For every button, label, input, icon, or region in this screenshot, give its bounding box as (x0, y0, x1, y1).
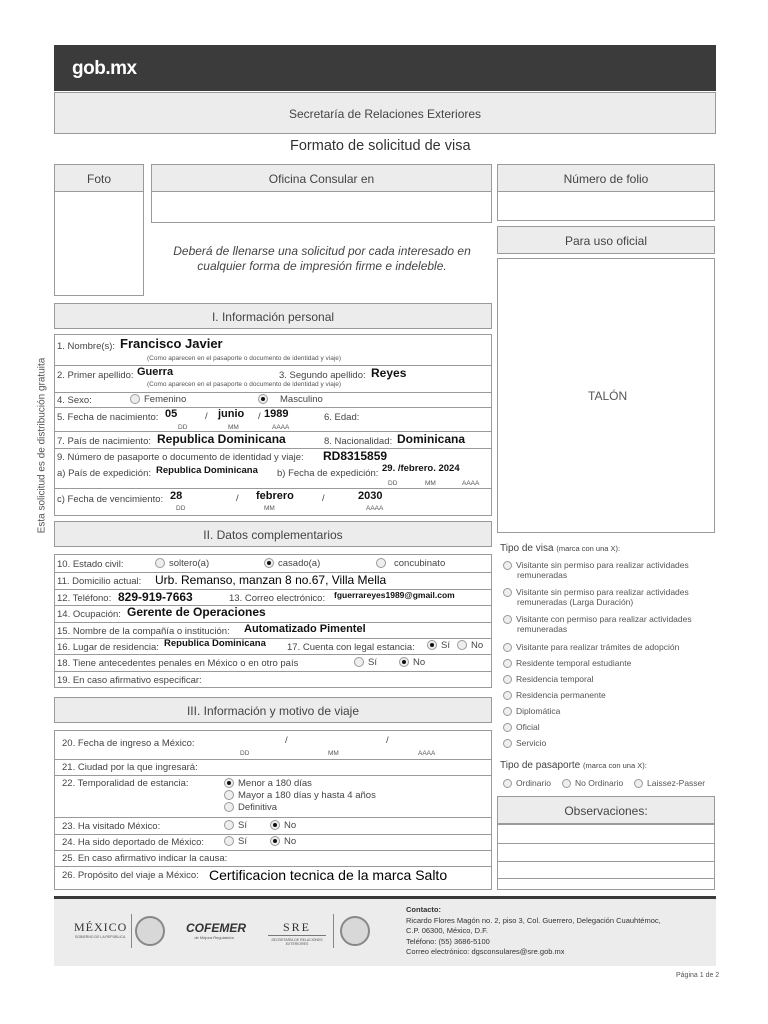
row-divider (54, 850, 492, 851)
section2-title: II. Datos complementarios (54, 521, 492, 547)
deportado-label: 24. Ha sido deportado de México: (62, 837, 205, 848)
hint-mm: MM (425, 480, 436, 487)
nacimiento-dd[interactable]: 05 (165, 408, 178, 420)
civil-soltero-label: soltero(a) (169, 558, 210, 569)
vencimiento-label: c) Fecha de vencimiento: (57, 494, 164, 505)
visa-type-option[interactable] (503, 614, 713, 634)
row-divider (54, 365, 492, 366)
radio-icon (634, 779, 643, 788)
radio-icon (503, 675, 512, 684)
radio-icon (503, 723, 512, 732)
deportado-si[interactable] (224, 836, 247, 847)
separator (131, 914, 132, 948)
radio-icon (503, 707, 512, 716)
visitado-label: 23. Ha visitado México: (62, 821, 161, 832)
observaciones-line (497, 878, 715, 879)
estancia-no[interactable] (457, 640, 483, 651)
pasaporte-value[interactable]: RD8315859 (323, 449, 388, 463)
vencimiento-mm[interactable]: febrero (256, 490, 294, 502)
hint-dd: DD (240, 750, 250, 757)
compania-label: 15. Nombre de la compañía o institución: (57, 626, 230, 637)
oficina-consular-header: Oficina Consular en (151, 164, 492, 192)
visitado-no[interactable] (270, 820, 296, 831)
slash: / (258, 411, 261, 422)
radio-icon (224, 802, 234, 812)
visa-type-label: Residencia temporal (516, 674, 594, 684)
causa-label: 25. En caso afirmativo indicar la causa: (62, 853, 228, 864)
fecha-expedicion-value[interactable]: 29. /febrero. 2024 (382, 463, 460, 474)
visa-type-option[interactable] (503, 674, 713, 684)
passport-laissez-passer-label: Laissez-Passer (647, 778, 706, 788)
passport-type-title (500, 760, 647, 771)
deportado-no[interactable] (270, 836, 296, 847)
pais-nacimiento-label: 7. País de nacimiento: (57, 436, 151, 447)
estancia-si-label: Sí (441, 640, 450, 651)
civil-casado[interactable] (264, 558, 320, 569)
logo-mexico-sub: GOBIERNO DE LA REPÚBLICA (74, 935, 126, 939)
radio-selected-icon (270, 820, 280, 830)
separator (333, 914, 334, 948)
radio-icon (155, 558, 165, 568)
visa-type-label: Residente temporal estudiante (516, 658, 632, 668)
visa-type-option[interactable] (503, 690, 713, 700)
edad-label: 6. Edad: (324, 412, 360, 423)
visa-type-option[interactable] (503, 587, 713, 607)
section1-title: I. Información personal (54, 303, 492, 329)
domicilio-label: 11. Domicilio actual: (57, 576, 142, 587)
nacimiento-aaaa[interactable]: 1989 (264, 408, 289, 420)
pais-nacimiento-value[interactable]: Republica Dominicana (157, 432, 286, 446)
pais-expedicion-value[interactable]: Republica Dominicana (156, 465, 258, 476)
telefono-label: 12. Teléfono: (57, 593, 112, 604)
passport-no-ordinario-label: No Ordinario (575, 778, 624, 788)
logo-mexico (74, 920, 126, 939)
visa-type-label: Servicio (516, 738, 547, 748)
passport-type-title-hint: (marca con una X): (583, 761, 647, 770)
radio-icon (224, 790, 234, 800)
logo-cofemer-text: COFEMER (186, 921, 246, 935)
visa-type-label: Oficial (516, 722, 540, 732)
foto-header: Foto (54, 164, 144, 192)
passport-no-ordinario[interactable] (562, 778, 623, 788)
header-bar (54, 45, 716, 91)
passport-ordinario-label: Ordinario (516, 778, 551, 788)
logo-cofemer (186, 921, 246, 940)
gobmx-logo: gob.mx (72, 58, 137, 79)
vencimiento-dd[interactable]: 28 (170, 490, 183, 502)
radio-icon (503, 739, 512, 748)
antecedentes-no[interactable] (399, 657, 425, 668)
slash: / (386, 735, 389, 746)
row-divider (54, 488, 492, 489)
radio-icon (503, 779, 512, 788)
ocupacion-value[interactable]: Gerente de Operaciones (127, 605, 266, 619)
logo-sre (268, 920, 326, 946)
pasaporte-label: 9. Número de pasaporte o documento de identidad y viaje: (57, 452, 304, 463)
radio-selected-icon (224, 778, 234, 788)
row-divider (54, 671, 492, 672)
temp-mayor-180[interactable] (224, 790, 376, 801)
radio-icon (376, 558, 386, 568)
nacimiento-mm[interactable]: junio (218, 408, 245, 420)
instruction-text: Deberá de llenarse una solicitud por cada interesado en cualquier forma de impresión firme e indeleble. (173, 244, 471, 273)
radio-icon (224, 836, 234, 846)
visa-type-option[interactable] (503, 722, 713, 732)
temp-definitiva-label: Definitiva (238, 802, 278, 813)
contact-email[interactable]: Correo electrónico: dgsconsulares@sre.gob.mx (406, 947, 565, 956)
afirmativo-label: 19. En caso afirmativo especificar: (57, 675, 202, 686)
telefono-value[interactable]: 829-919-7663 (118, 590, 193, 604)
visa-type-option[interactable] (503, 658, 713, 668)
radio-selected-icon (258, 394, 268, 404)
numero-folio-field[interactable] (497, 191, 715, 221)
passport-ordinario[interactable] (503, 778, 551, 788)
row-divider (54, 834, 492, 835)
visa-type-option[interactable] (503, 642, 713, 652)
hint-aaaa: AAAA (418, 750, 436, 757)
talon-label: TALÓN (588, 389, 628, 403)
visa-type-label: Visitante con permiso para realizar actividades remuneradas (516, 614, 692, 635)
radio-icon (503, 561, 512, 570)
estancia-label: 17. Cuenta con legal estancia: (287, 642, 415, 653)
civil-concubinato[interactable] (376, 558, 445, 569)
row-divider (54, 605, 492, 606)
passport-laissez-passer[interactable] (634, 778, 705, 788)
radio-icon (130, 394, 140, 404)
fecha-expedicion-label: b) Fecha de expedición: (277, 468, 379, 479)
observaciones-line (497, 861, 715, 862)
visa-type-option[interactable] (503, 706, 713, 716)
contact-title: Contacto: (406, 905, 441, 914)
radio-icon (503, 615, 512, 624)
estancia-si[interactable] (427, 640, 450, 651)
radio-icon (503, 588, 512, 597)
logo-mexico-text: MÉXICO (74, 920, 128, 934)
nombre-label: 1. Nombre(s): (57, 341, 116, 352)
radio-icon (457, 640, 467, 650)
visitado-si[interactable] (224, 820, 247, 831)
contact-cp: C.P. 06300, México, D.F. (406, 926, 488, 935)
row-divider (54, 817, 492, 818)
visitado-no-label: No (284, 820, 297, 831)
numero-folio-header: Número de folio (497, 164, 715, 192)
logo-sre-text: SRE (268, 920, 326, 936)
radio-icon (503, 659, 512, 668)
hint-aaaa: AAAA (272, 424, 290, 431)
nacionalidad-label: 8. Nacionalidad: (324, 436, 393, 447)
estancia-no-label: No (471, 640, 484, 651)
nacimiento-label: 5. Fecha de nacimiento: (57, 412, 159, 423)
deportado-no-label: No (284, 836, 297, 847)
logo-cofemer-sub: de Mejora Regulatoria (194, 935, 234, 940)
estado-civil-label: 10. Estado civil: (57, 559, 124, 570)
radio-selected-icon (427, 640, 437, 650)
visa-type-label: Residencia permanente (516, 690, 606, 700)
row-divider (54, 392, 492, 393)
ciudad-label: 21. Ciudad por la que ingresará: (62, 762, 198, 773)
contact-phone: Teléfono: (55) 3686-5100 (406, 936, 490, 946)
visa-type-title (500, 543, 620, 554)
vencimiento-aaaa[interactable]: 2030 (358, 490, 383, 502)
radio-icon (224, 820, 234, 830)
page-number: Página 1 de 2 (676, 972, 720, 979)
hint-aaaa: AAAA (366, 505, 384, 512)
nacionalidad-value[interactable]: Dominicana (397, 432, 466, 446)
temp-mayor-180-label: Mayor a 180 días y hasta 4 años (238, 790, 376, 801)
domicilio-value[interactable]: Urb. Remanso, manzan 8 no.67, Villa Mella (155, 573, 387, 587)
sexo-masculino[interactable] (258, 394, 323, 405)
row-divider (54, 775, 492, 776)
antecedentes-si-label: Sí (368, 657, 377, 668)
correo-label: 13. Correo electrónico: (229, 593, 326, 604)
deportado-si-label: Sí (238, 836, 247, 847)
row-divider (54, 638, 492, 639)
proposito-value[interactable]: Certificacion tecnica de la marca Salto (209, 867, 448, 883)
compania-value[interactable]: Automatizado Pimentel (244, 623, 366, 635)
visa-type-label: Visitante sin permiso para realizar actividades remuneradas (516, 560, 689, 581)
ocupacion-label: 14. Ocupación: (57, 609, 121, 620)
civil-concubinato-label: concubinato (394, 558, 446, 569)
apellido2-value[interactable]: Reyes (371, 366, 407, 380)
proposito-label: 26. Propósito del viaje a México: (62, 870, 199, 881)
sexo-label: 4. Sexo: (57, 395, 92, 406)
civil-soltero[interactable] (155, 558, 209, 569)
agency-bar: Secretaría de Relaciones Exteriores (54, 92, 716, 134)
slash: / (322, 493, 325, 504)
correo-value[interactable]: fguerrareyes1989@gmail.com (334, 590, 455, 600)
antecedentes-label: 18. Tiene antecedentes penales en México o en otro país (57, 658, 299, 669)
apellido1-label: 2. Primer apellido: (57, 370, 134, 381)
apellido1-value[interactable]: Guerra (137, 366, 174, 378)
hint-dd: DD (178, 424, 188, 431)
pais-expedicion-label: a) País de expedición: (57, 468, 152, 479)
form-title: Formato de solicitud de visa (290, 138, 471, 154)
visitado-si-label: Sí (238, 820, 247, 831)
visa-type-option[interactable] (503, 738, 713, 748)
radio-selected-icon (270, 836, 280, 846)
hint-mm: MM (328, 750, 339, 757)
antecedentes-no-label: No (413, 657, 426, 668)
observaciones-header: Observaciones: (497, 796, 715, 824)
apellido2-label: 3. Segundo apellido: (279, 370, 366, 381)
hint-mm: MM (264, 505, 275, 512)
nombre-hint: (Como aparecen en el pasaporte o documento de identidad y viaje) (147, 355, 342, 362)
residencia-value[interactable]: Republica Dominicana (164, 638, 266, 649)
residencia-label: 16. Lugar de residencia: (57, 642, 159, 653)
radio-selected-icon (399, 657, 409, 667)
uso-oficial-header: Para uso oficial (497, 226, 715, 254)
antecedentes-si[interactable] (354, 657, 377, 668)
hint-dd: DD (176, 505, 186, 512)
slash: / (285, 735, 288, 746)
row-divider (54, 759, 492, 760)
passport-type-title-text: Tipo de pasaporte (500, 760, 581, 771)
slash: / (236, 493, 239, 504)
slash: / (205, 411, 208, 422)
visa-type-label: Diplomática (516, 706, 561, 716)
hint-aaaa: AAAA (462, 480, 480, 487)
visa-type-title-hint: (marca con una X): (556, 544, 621, 553)
free-distribution-note: Esta solicitud es de distribución gratuita (36, 357, 48, 534)
temporalidad-label: 22. Temporalidad de estancia: (62, 778, 189, 789)
contact-address: Ricardo Flores Magón no. 2, piso 3, Col. Guerrero, Delegación Cuauhtémoc, (406, 915, 661, 925)
sexo-femenino[interactable] (130, 394, 186, 405)
sexo-femenino-label: Femenino (144, 394, 187, 405)
temp-definitiva[interactable] (224, 802, 277, 813)
row-divider (54, 448, 492, 449)
temp-menor-180-label: Menor a 180 días (238, 778, 312, 789)
temp-menor-180[interactable] (224, 778, 312, 789)
observaciones-line (497, 843, 715, 844)
apellido-hint: (Como aparecen en el pasaporte o documento de identidad y viaje) (147, 381, 342, 388)
visa-type-title-text: Tipo de visa (500, 543, 554, 554)
visa-type-label: Visitante para realizar trámites de adopción (516, 642, 680, 652)
nombre-value[interactable]: Francisco Javier (120, 336, 223, 351)
hint-dd: DD (388, 480, 398, 487)
radio-icon (503, 691, 512, 700)
contact-block (406, 905, 661, 958)
radio-icon (562, 779, 571, 788)
section3-title: III. Información y motivo de viaje (54, 697, 492, 723)
hint-mm: MM (228, 424, 239, 431)
radio-icon (503, 643, 512, 652)
civil-casado-label: casado(a) (278, 558, 321, 569)
row-divider (54, 654, 492, 655)
seal-icon (340, 916, 370, 946)
visa-type-label: Visitante sin permiso para realizar actividades remuneradas (Larga Duración) (516, 587, 689, 608)
observaciones-field[interactable] (497, 824, 715, 890)
seal-icon (135, 916, 165, 946)
photo-box (54, 191, 144, 296)
visa-type-option[interactable] (503, 560, 713, 580)
logo-sre-sub: SECRETARÍA DE RELACIONES EXTERIORES (271, 938, 323, 946)
radio-icon (354, 657, 364, 667)
radio-selected-icon (264, 558, 274, 568)
oficina-consular-field[interactable] (151, 191, 492, 223)
sexo-masculino-label: Masculino (280, 394, 323, 405)
ingreso-label: 20. Fecha de ingreso a México: (62, 738, 195, 749)
